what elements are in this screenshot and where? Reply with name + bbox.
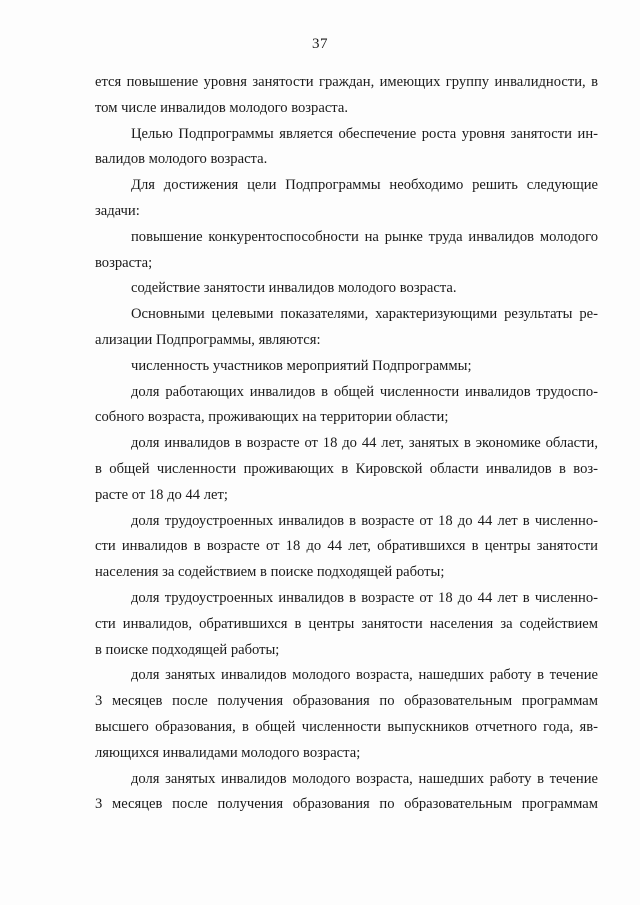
text-line: возраста; xyxy=(95,254,153,271)
body-text xyxy=(95,70,598,818)
text-line: доля инвалидов в возрасте от 18 до 44 лет, занятых в экономике области, xyxy=(131,435,598,452)
text-line: высшего образования, в общей численности выпускников отчетного года, яв- xyxy=(95,718,598,735)
text-line: задачи: xyxy=(95,202,140,219)
text-line: том числе инвалидов молодого возраста. xyxy=(95,99,348,116)
text-line: сти инвалидов в возрасте от 18 до 44 лет, обратившихся в центры занятости xyxy=(95,538,598,555)
text-line: Целью Подпрограммы является обеспечение роста уровня занятости ин- xyxy=(131,125,598,142)
text-line: 3 месяцев после получения образования по образовательным программам xyxy=(95,796,598,813)
page-number: 37 xyxy=(312,36,328,52)
text-line: повышение конкурентоспособности на рынке труда инвалидов молодого xyxy=(131,228,598,245)
text-line: валидов молодого возраста. xyxy=(95,151,268,168)
text-line: доля занятых инвалидов молодого возраста, нашедших работу в течение xyxy=(131,667,598,684)
text-line: ализации Подпрограммы, являются: xyxy=(95,331,321,348)
text-line: Для достижения цели Подпрограммы необходимо решить следующие xyxy=(131,177,598,194)
text-line: доля работающих инвалидов в общей численности инвалидов трудоспо- xyxy=(131,383,598,400)
text-line: собного возраста, проживающих на территории области; xyxy=(95,409,449,426)
text-line: ляющихся инвалидами молодого возраста; xyxy=(95,744,361,761)
text-line: в общей численности проживающих в Кировской области инвалидов в воз- xyxy=(95,460,598,477)
text-line: доля трудоустроенных инвалидов в возрасте от 18 до 44 лет в численно- xyxy=(131,512,598,529)
text-line: населения за содействием в поиске подходящей работы; xyxy=(95,564,445,581)
text-line: 3 месяцев после получения образования по образовательным программам xyxy=(95,693,598,710)
text-line: сти инвалидов, обратившихся в центры занятости населения за содействием xyxy=(95,615,598,632)
text-line: доля занятых инвалидов молодого возраста, нашедших работу в течение xyxy=(131,770,598,787)
text-line: численность участников мероприятий Подпрограммы; xyxy=(131,357,472,374)
text-line: ется повышение уровня занятости граждан, имеющих группу инвалидности, в xyxy=(95,74,598,90)
text-line: доля трудоустроенных инвалидов в возрасте от 18 до 44 лет в численно- xyxy=(131,589,598,606)
text-line: в поиске подходящей работы; xyxy=(95,641,280,658)
text-line: содействие занятости инвалидов молодого возраста. xyxy=(131,280,457,297)
text-line: расте от 18 до 44 лет; xyxy=(95,486,228,503)
text-line: Основными целевыми показателями, характеризующими результаты ре- xyxy=(131,306,598,323)
